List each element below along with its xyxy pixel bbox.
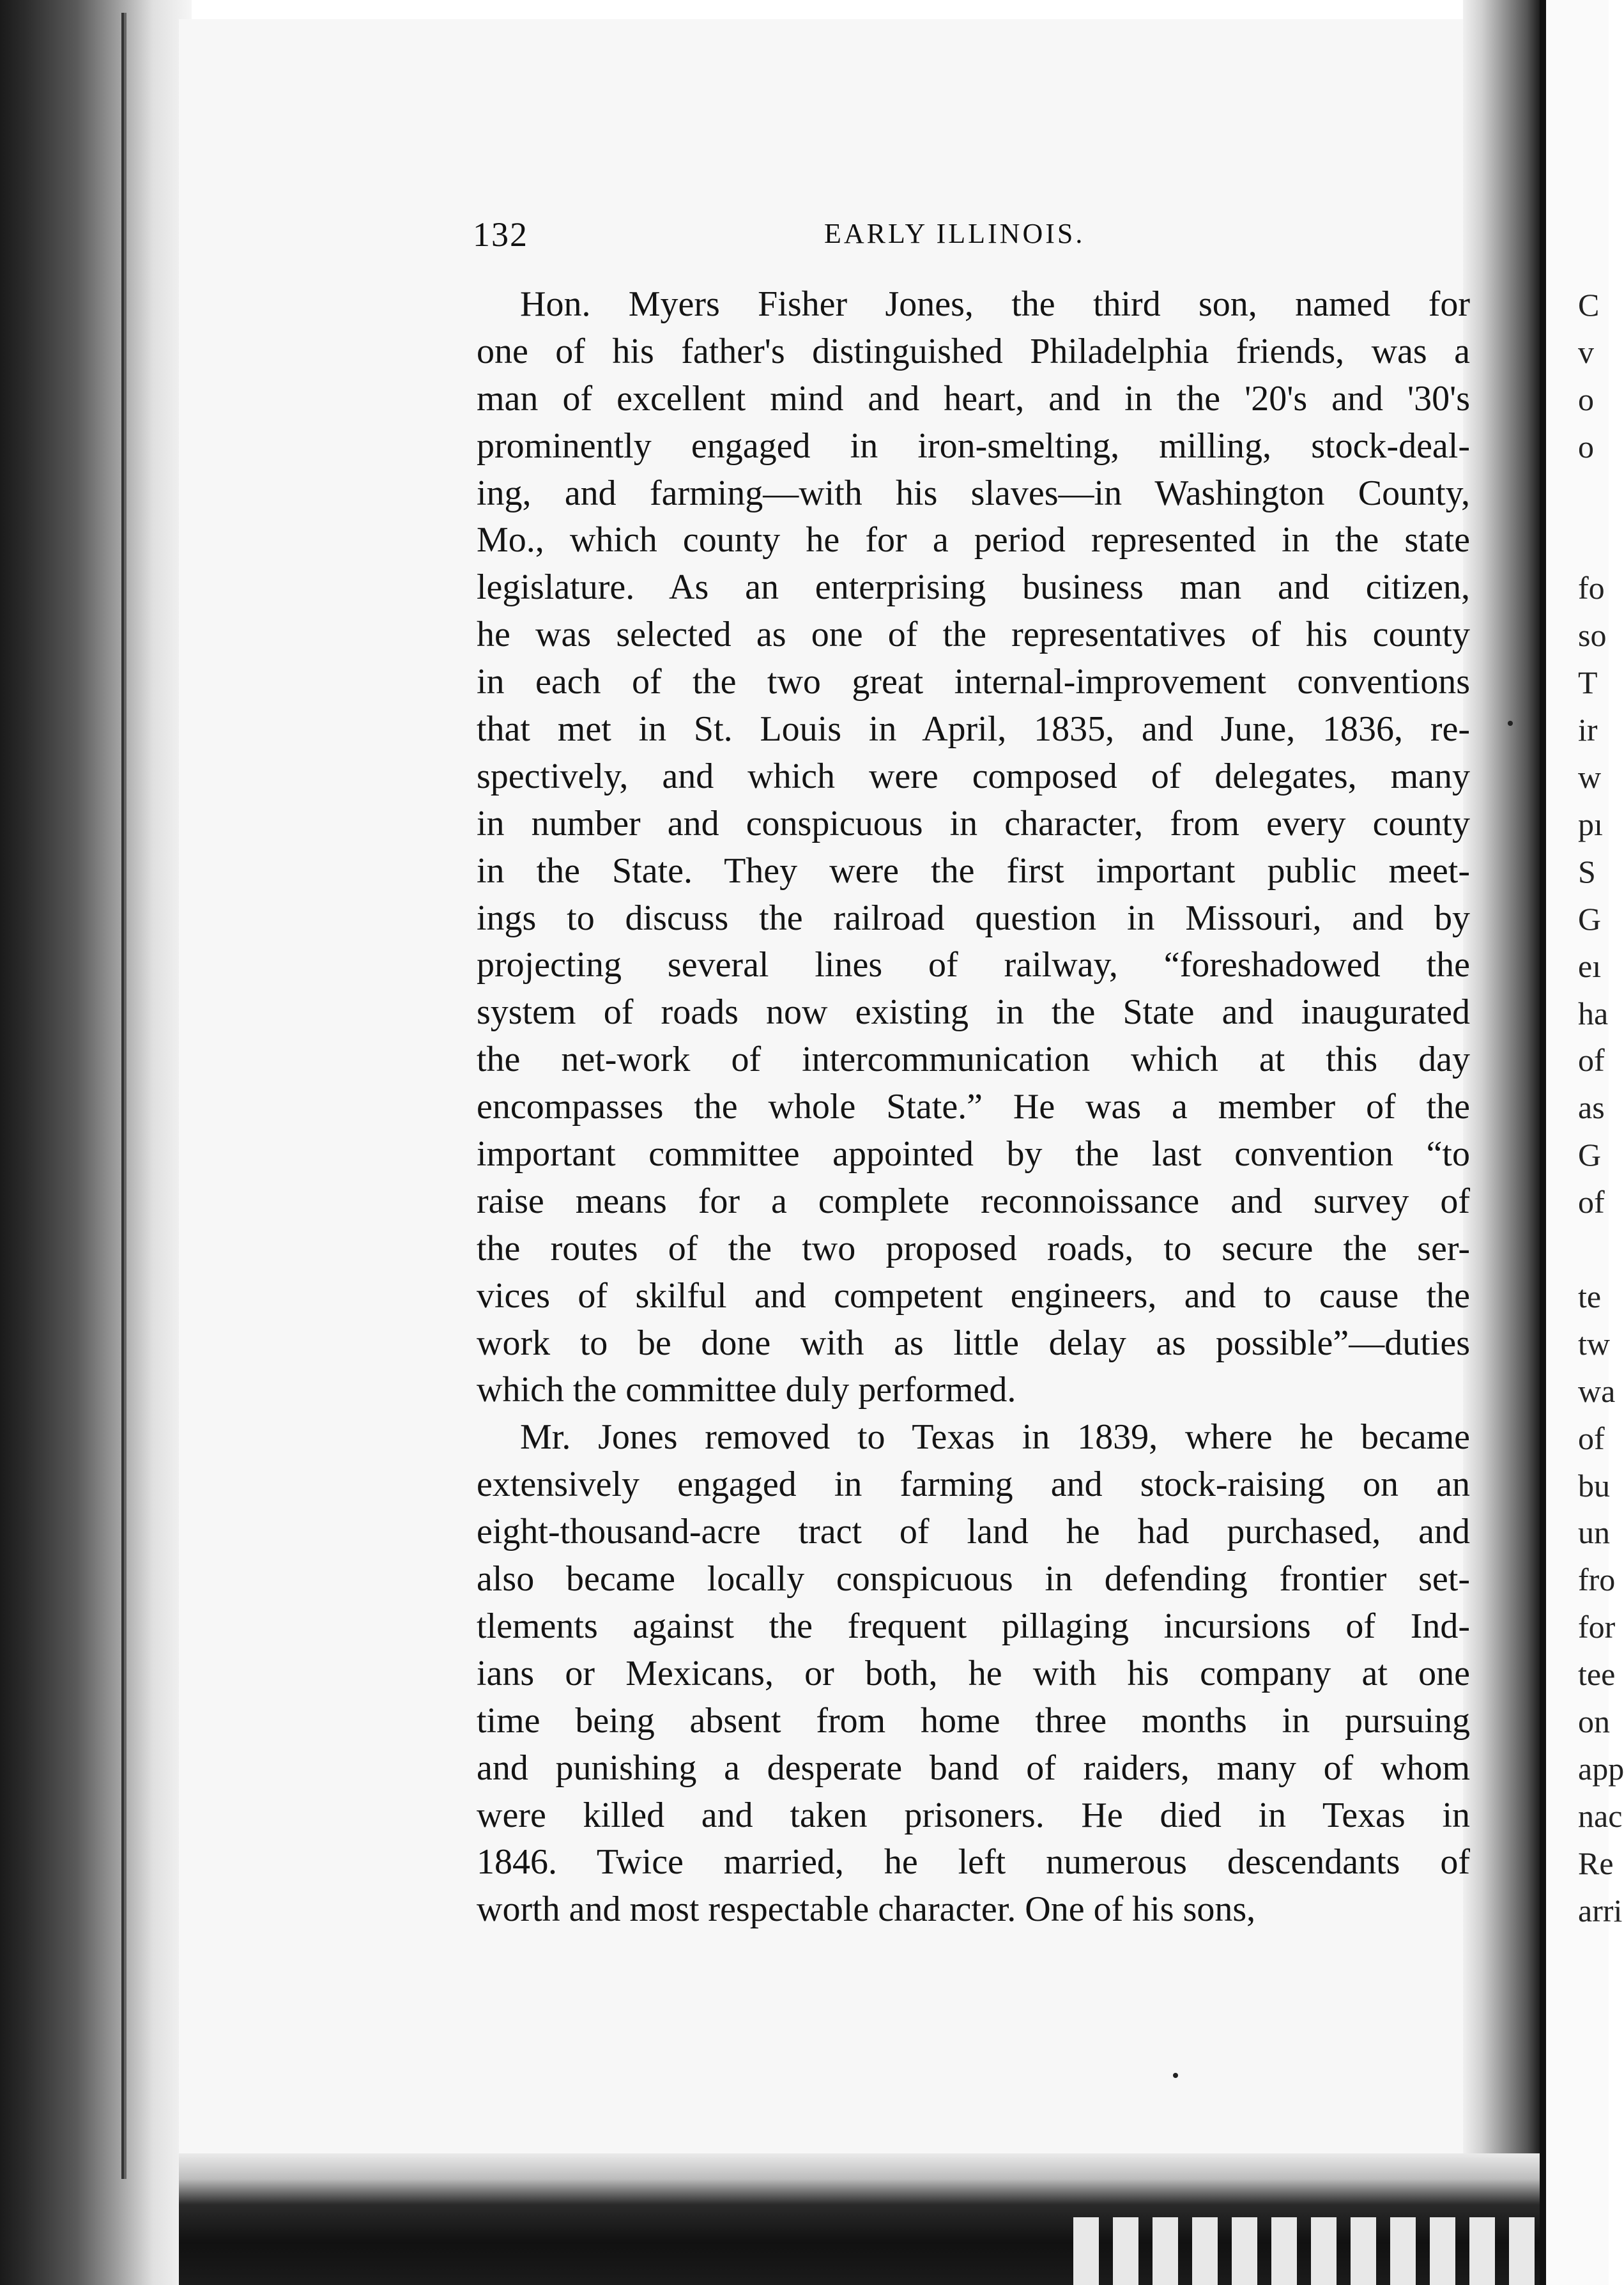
- edge-tab: [1351, 2217, 1376, 2285]
- facing-page-fragment: o: [1578, 428, 1594, 465]
- text-line: worth and most respectable character. One of his sons,: [477, 1889, 1256, 1930]
- text-line: the net-work of intercommunication which at this day: [477, 1040, 1470, 1080]
- edge-tab: [1192, 2217, 1218, 2285]
- text-line: legislature. As an enterprising business man and citizen,: [477, 567, 1470, 608]
- text-line: ians or Mexicans, or both, he with his company at one: [477, 1653, 1470, 1693]
- text-line: also became locally conspicuous in defending frontier set-: [477, 1559, 1470, 1599]
- text-line: time being absent from home three months in pursuing: [477, 1700, 1470, 1741]
- facing-page-fragment: on: [1578, 1704, 1610, 1739]
- facing-page-fragment: o: [1578, 381, 1594, 417]
- edge-tab: [1271, 2217, 1297, 2285]
- edge-tab: [1390, 2217, 1416, 2285]
- facing-page-fragment: Re: [1578, 1845, 1614, 1881]
- text-line: important committee appointed by the last convention “to: [477, 1134, 1470, 1174]
- facing-page-fragment: of: [1578, 1042, 1605, 1079]
- facing-page-fragment: tw: [1578, 1325, 1610, 1362]
- text-line: he was selected as one of the representatives of his county: [477, 615, 1470, 655]
- facing-page-fragment: app: [1578, 1750, 1624, 1787]
- facing-page-fragment: nac: [1578, 1797, 1623, 1834]
- facing-page-fragment: so: [1578, 617, 1607, 654]
- facing-page-fragment: ir: [1578, 712, 1598, 748]
- paragraph-1: [477, 281, 1470, 1414]
- text-line: 1846. Twice married, he left numerous descendants of: [477, 1842, 1470, 1882]
- facing-page-fragment: eı: [1578, 948, 1602, 984]
- facing-page-fragment: un: [1578, 1514, 1610, 1551]
- text-line: were killed and taken prisoners. He died in Texas in: [477, 1795, 1470, 1835]
- facing-page-fragment: v: [1578, 334, 1594, 370]
- facing-page-fragment: ha: [1578, 995, 1609, 1031]
- text-line: in number and conspicuous in character, from every county: [477, 803, 1470, 843]
- text-line: which the committee duly performed.: [477, 1370, 1016, 1410]
- facing-page-fragment: G: [1578, 900, 1602, 937]
- edge-tab: [1430, 2217, 1455, 2285]
- running-head: [473, 215, 1457, 259]
- text-line: Mo., which county he for a period represented in the state: [477, 520, 1470, 560]
- text-line: one of his father's distinguished Philadelphia friends, was a: [477, 331, 1470, 371]
- text-line: man of excellent mind and heart, and in the '20's and '30's: [477, 378, 1470, 419]
- text-line: in the State. They were the first important public meet-: [477, 850, 1470, 891]
- body-text: [477, 281, 1470, 1934]
- edge-tab: [1113, 2217, 1138, 2285]
- paragraph-2: [477, 1414, 1470, 1934]
- facing-page-fragment: S: [1578, 853, 1596, 889]
- facing-page-fragment: of: [1578, 1184, 1605, 1220]
- facing-page-fragment: bu: [1578, 1467, 1610, 1504]
- facing-page-fragment: of: [1578, 1420, 1605, 1456]
- facing-page-fragment: T: [1578, 665, 1598, 701]
- facing-page-fragment: pı: [1578, 806, 1603, 842]
- text-line: prominently engaged in iron-smelting, milling, stock-deal-: [477, 426, 1470, 466]
- facing-page-fragment: for: [1578, 1609, 1616, 1645]
- text-line: ing, and farming—with his slaves—in Washington County,: [477, 473, 1470, 513]
- running-head-title: EARLY ILLINOIS.: [824, 218, 1085, 249]
- text-line: extensively engaged in farming and stock-raising on an: [477, 1465, 1470, 1505]
- edge-tab: [1153, 2217, 1178, 2285]
- facing-page-fragment: tee: [1578, 1656, 1616, 1693]
- bottom-edge-tabs: [1073, 2217, 1559, 2285]
- text-line: Hon. Myers Fisher Jones, the third son, named for: [520, 284, 1470, 324]
- book-gutter-shadow: [1463, 0, 1540, 2285]
- edge-tab: [1073, 2217, 1099, 2285]
- facing-page-fragment: as: [1578, 1089, 1605, 1126]
- text-line: projecting several lines of railway, “foreshadowed the: [477, 945, 1470, 985]
- print-speck: [1508, 721, 1513, 726]
- text-line: the routes of the two proposed roads, to secure the ser-: [477, 1228, 1470, 1268]
- text-line: raise means for a complete reconnoissance and survey of: [477, 1181, 1470, 1221]
- facing-page-fragment: fro: [1578, 1562, 1616, 1598]
- facing-page-fragment: arri: [1578, 1892, 1623, 1928]
- page-number: 132: [473, 215, 528, 254]
- text-line: ings to discuss the railroad question in Missouri, and by: [477, 898, 1470, 938]
- edge-tab: [1509, 2217, 1535, 2285]
- text-line: spectively, and which were composed of delegates, many: [477, 756, 1470, 796]
- text-line: eight-thousand-acre tract of land he had purchased, and: [477, 1512, 1470, 1552]
- facing-page-fragment: fo: [1578, 570, 1605, 606]
- text-line: work to be done with as little delay as possible”—duties: [477, 1323, 1470, 1363]
- text-line: system of roads now existing in the State and inaugurated: [477, 992, 1470, 1033]
- text-line: vices of skilful and competent engineers, and to cause the: [477, 1275, 1470, 1316]
- facing-page-fragment: C: [1578, 287, 1600, 323]
- facing-page-fragment: w: [1578, 759, 1602, 795]
- text-line: Mr. Jones removed to Texas in 1839, where he became: [520, 1417, 1470, 1458]
- text-line: encompasses the whole State.” He was a member of the: [477, 1087, 1470, 1127]
- print-speck: [1173, 2073, 1178, 2078]
- facing-page-fragment: te: [1578, 1278, 1602, 1314]
- text-line: in each of the two great internal-improvement conventions: [477, 662, 1470, 702]
- edge-tab: [1469, 2217, 1495, 2285]
- text-line: that met in St. Louis in April, 1835, and June, 1836, re-: [477, 709, 1470, 750]
- text-line: and punishing a desperate band of raiders, many of whom: [477, 1748, 1470, 1788]
- text-line: tlements against the frequent pillaging incursions of Ind-: [477, 1606, 1470, 1646]
- edge-tab: [1311, 2217, 1337, 2285]
- edge-tab: [1232, 2217, 1257, 2285]
- facing-page-fragment: G: [1578, 1137, 1602, 1173]
- facing-page-fragment: wa: [1578, 1373, 1616, 1409]
